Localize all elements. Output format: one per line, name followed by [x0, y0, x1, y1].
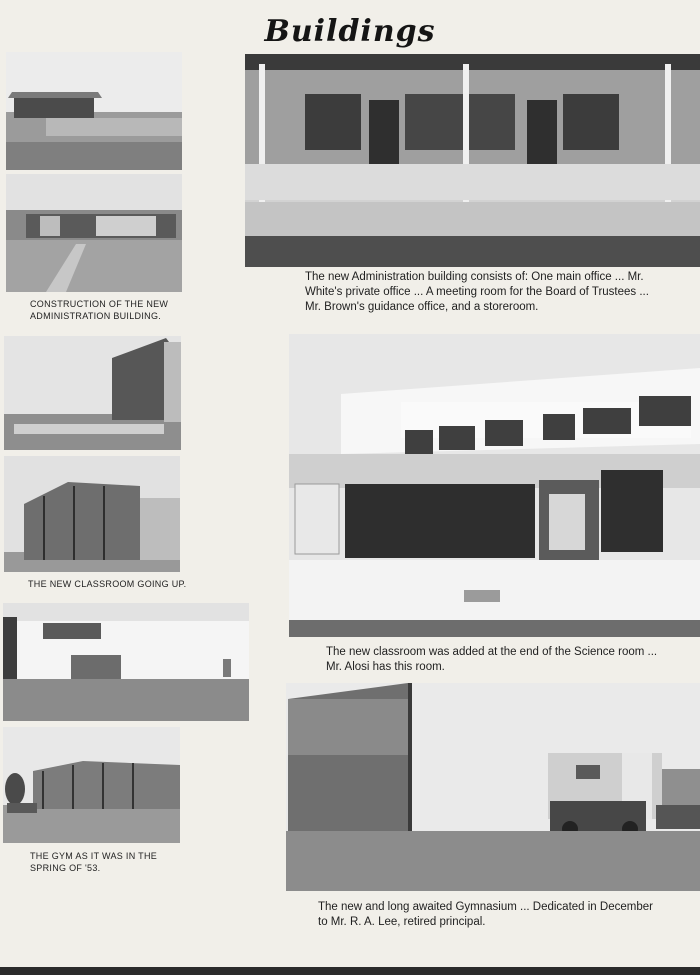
photo-new-classroom	[289, 334, 700, 637]
caption-classroom-going-up: THE NEW CLASSROOM GOING UP.	[28, 579, 187, 589]
photo-admin-construction-1	[6, 52, 182, 170]
photo-gym-spring	[3, 727, 180, 843]
page-bottom-edge	[0, 967, 700, 975]
photo-admin-building	[245, 54, 700, 267]
photo-admin-construction-2	[6, 174, 182, 292]
caption-new-classroom: The new classroom was added at the end of the Science room ... Mr. Alosi has this room.	[326, 646, 658, 673]
photo-gymnasium	[286, 683, 700, 891]
caption-admin-building: The new Administration building consists of: One main office ... Mr. White's private office ... A meeting room for the Board of Trustees ... Mr. Brown's guidance office, and a storeroom.	[305, 271, 649, 313]
caption-admin-construction: CONSTRUCTION OF THE NEW ADMINISTRATION BUILDING.	[30, 299, 169, 321]
caption-gym-spring: THE GYM AS IT WAS IN THE SPRING OF '53.	[30, 851, 158, 873]
photo-classroom-construction-1	[4, 336, 181, 450]
caption-gymnasium: The new and long awaited Gymnasium ... Dedicated in December to Mr. R. A. Lee, retired principal.	[318, 901, 653, 928]
photo-classroom-exterior	[3, 603, 249, 721]
photo-classroom-construction-2	[4, 456, 180, 572]
page-title: Buildings	[264, 14, 436, 49]
